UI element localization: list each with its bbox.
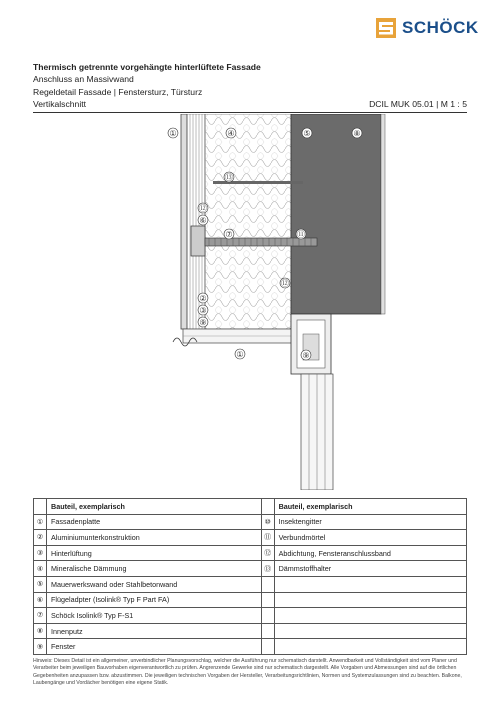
subtitle-2: Regeldetail Fassade | Fenstersturz, Türsturz xyxy=(33,87,203,97)
subtitle-3: Vertikalschnitt xyxy=(33,99,87,109)
legend-header-right: Bauteil, exemplarisch xyxy=(274,499,466,515)
callout-text: ⑬ xyxy=(225,173,233,182)
legend-row xyxy=(34,608,467,624)
legend-num: ⑪ xyxy=(261,530,274,546)
subtitle-1: Anschluss an Massivwand xyxy=(33,74,134,84)
legend-label xyxy=(274,592,466,608)
legend-num: ⑬ xyxy=(261,561,274,577)
legend-label xyxy=(274,623,466,639)
legend-label xyxy=(274,608,466,624)
legend-num: ④ xyxy=(34,561,47,577)
legend-num xyxy=(261,576,274,592)
callout-text: ⑤ xyxy=(303,129,311,138)
legend-header-left: Bauteil, exemplarisch xyxy=(47,499,262,515)
legend-num: ⑫ xyxy=(261,545,274,561)
legend-label: Verbundmörtel xyxy=(274,530,466,546)
legend-num: ② xyxy=(34,530,47,546)
callout-text: ⑥ xyxy=(199,216,207,225)
legend-label: Aluminiumunterkonstruktion xyxy=(47,530,262,546)
callout-text: ⑨ xyxy=(199,318,207,327)
legend-num xyxy=(261,592,274,608)
legend-num: ③ xyxy=(34,545,47,561)
legend-label: Mauerwerkswand oder Stahlbetonwand xyxy=(47,576,262,592)
callout-text: ② xyxy=(199,294,207,303)
callout-text: ③ xyxy=(199,306,207,315)
window-frame xyxy=(291,314,333,490)
legend-row xyxy=(34,576,467,592)
legend-label: Insektengitter xyxy=(274,514,466,530)
legend-label: Dämmstoffhalter xyxy=(274,561,466,577)
legend-label: Flügeladpter (Isolink® Typ F Part FA) xyxy=(47,592,262,608)
page-title: Thermisch getrennte vorgehängte hinterlüftete Fassade xyxy=(33,62,261,72)
legend-label: Abdichtung, Fensteranschlussband xyxy=(274,545,466,561)
callout-text: ④ xyxy=(227,129,235,138)
legend-num: ⑩ xyxy=(261,514,274,530)
legend-label xyxy=(274,576,466,592)
legend-header-row xyxy=(34,499,467,515)
callout-text: ① xyxy=(236,350,244,359)
legend-num xyxy=(261,639,274,655)
brand-logo xyxy=(376,18,479,38)
schoeck-logo-icon xyxy=(376,18,396,38)
wing-adapter xyxy=(191,226,205,256)
legend-label: Fassadenplatte xyxy=(47,514,262,530)
legend-num: ⑦ xyxy=(34,608,47,624)
callout-text: ⑦ xyxy=(225,230,233,239)
callout-text: ⑨ xyxy=(302,351,310,360)
disclaimer-note: Hinweis: Dieses Detail ist ein allgemeiner, unverbindlicher Planungsvorschlag, welcher die Ausführung nur schematisch darstellt. Anwendbarkeit und Vollständigkeit sind vom Planer und Verarbeiter beim jeweiligen Bauvorhaben eigenverantwortlich zu prüfen. Angrenzende Gewerke sind nur schematisch dargestellt. Alle Vorgaben und Abmessungen sind auf die örtlichen Gegebenheiten anzupassen bzw. abzustimmen. Die jeweiligen technischen Vorgaben der Hersteller, Verarbeitungsrichtlinien, Normen und Systemzulassungen sind zu beachten. Balkone, Laubengänge und Vordächer benötigen eine eigene Statik. xyxy=(33,658,462,687)
legend-num: ⑤ xyxy=(34,576,47,592)
facade-panel xyxy=(181,114,187,329)
legend-num: ⑨ xyxy=(34,639,47,655)
callout-text: ⑫ xyxy=(199,204,207,213)
legend-row xyxy=(34,623,467,639)
brand-name: SCHÖCK xyxy=(402,18,479,37)
legend-row xyxy=(34,561,467,577)
legend-label: Mineralische Dämmung xyxy=(47,561,262,577)
legend-row xyxy=(34,545,467,561)
legend-row xyxy=(34,514,467,530)
legend-table xyxy=(33,498,467,655)
legend-num xyxy=(261,608,274,624)
legend-label: Fenster xyxy=(47,639,262,655)
callout-text: ⑫ xyxy=(281,279,289,288)
plaster xyxy=(381,114,385,314)
legend-row xyxy=(34,592,467,608)
legend-num xyxy=(261,623,274,639)
legend-label: Schöck Isolink® Typ F-S1 xyxy=(47,608,262,624)
legend-num: ⑥ xyxy=(34,592,47,608)
legend-label xyxy=(274,639,466,655)
masonry-wall xyxy=(291,114,381,314)
callout-text: ⑧ xyxy=(353,129,361,138)
drawing-reference: DCIL MUK 05.01 | M 1 : 5 xyxy=(369,99,467,109)
legend-num: ⑧ xyxy=(34,623,47,639)
insulation xyxy=(205,114,291,329)
legend-row xyxy=(34,530,467,546)
legend-label: Innenputz xyxy=(47,623,262,639)
legend-label: Hinterlüftung xyxy=(47,545,262,561)
legend-num: ① xyxy=(34,514,47,530)
section-drawing xyxy=(33,114,467,490)
header-rule xyxy=(33,112,467,113)
callout-text: ① xyxy=(169,129,177,138)
callout-text: ⑪ xyxy=(297,230,305,239)
legend-row xyxy=(34,639,467,655)
